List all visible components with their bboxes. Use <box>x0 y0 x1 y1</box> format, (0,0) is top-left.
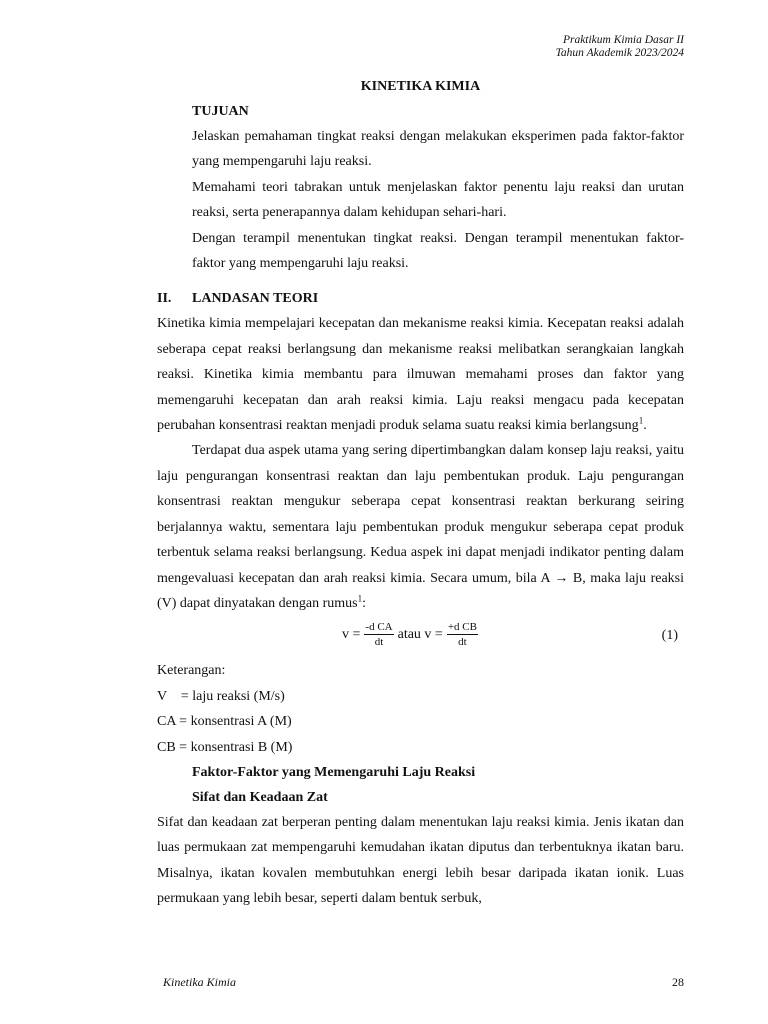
section-heading-landasan-teori <box>157 286 684 311</box>
landasan-paragraph-1 <box>157 311 684 438</box>
running-head <box>556 34 684 60</box>
tujuan-heading: TUJUAN <box>192 104 249 119</box>
rate-equation <box>157 618 684 654</box>
paragraph-end-punct: . <box>643 418 647 434</box>
equation-middle: atau v = <box>397 626 443 642</box>
keterangan-label: Keterangan: <box>157 663 226 679</box>
footnote-ref: 1 <box>638 415 644 426</box>
running-head-course: Praktikum Kimia Dasar II <box>562 34 684 46</box>
tujuan-item-2: Memahami teori tabrakan untuk menjelaskan faktor penentu laju reaksi dan urutan reaksi, serta penerapannya dalam kehidupan sehari-hari. <box>192 179 684 221</box>
definition-v: V = laju reaksi (M/s) <box>157 688 285 704</box>
equation-lhs: v = <box>342 626 361 642</box>
definition-cb: CB = konsentrasi B (M) <box>157 739 293 755</box>
tujuan-item-3: Dengan terampil menentukan tingkat reaksi. Dengan terampil menentukan faktor-faktor yang mempengaruhi laju reaksi. <box>192 230 684 272</box>
document-title: KINETIKA KIMIA <box>360 79 481 94</box>
sifat-paragraph: Sifat dan keadaan zat berperan penting dalam menentukan laju reaksi kimia. Jenis ikatan dan luas permukaan zat mempengaruhi kemudahan ikatan diputus dan terbentuknya ikatan baru. Misalnya, ikatan kovalen membutuhkan energi lebih besar daripada ikatan ionik. Luas permukaan yang lebih besar, seperti dalam bentuk serbuk, <box>157 814 684 907</box>
equation-number: (1) <box>661 628 678 644</box>
fraction-denominator: dt <box>374 636 384 649</box>
section-number: II. <box>157 291 172 307</box>
tujuan-item-1: Jelaskan pemahaman tingkat reaksi dengan melakukan eksperimen pada faktor-faktor yang mempengaruhi laju reaksi. <box>192 129 684 170</box>
body-text <box>157 75 684 912</box>
section-title: LANDASAN TEORI <box>192 291 319 307</box>
landasan-paragraph-2-text: Terdapat dua aspek utama yang sering dipertimbangkan dalam konsep laju reaksi, yaitu laju pengurangan konsentrasi reaktan dan laju pembentukan produk. Laju pengurangan konsentrasi reaktan mengukur seberapa cepat konsentrasi reaktan berkurang seiring berjalannya waktu, sementara laju pembentukan produk mengukur seberapa cepat produk terbentuk selama reaksi berlangsung. Kedua aspek ini dapat menjadi indikator penting dalam mengevaluasi kecepatan dan arah reaksi kimia. Secara umum, bila A → B, maka laju reaksi (V) dapat dinyatakan dengan rumus <box>157 443 684 611</box>
footnote-ref: 1 <box>357 593 363 604</box>
landasan-paragraph-1-text: Kinetika kimia mempelajari kecepatan dan mekanisme reaksi kimia. Kecepatan reaksi adalah seberapa cepat reaksi berlangsung dan mekanisme reaksi melibatkan serangkaian langkah reaksi. Kinetika kimia membantu para ilmuwan memahami proses dan faktor yang memengaruhi kecepatan dan arah reaksi kimia. Laju reaksi mengacu pada kecepatan perubahan konsentrasi reaktan menjadi produk selama suatu reaksi kimia berlangsung <box>157 316 684 434</box>
sifat-subheading: Sifat dan Keadaan Zat <box>192 789 328 805</box>
landasan-paragraph-2 <box>157 438 684 616</box>
running-head-year: Tahun Akademik 2023/2024 <box>555 47 684 59</box>
definition-ca: CA = konsentrasi A (M) <box>157 714 292 730</box>
fraction-product <box>447 620 478 649</box>
paragraph-end-punct: : <box>362 595 366 611</box>
page-number: 28 <box>672 975 684 989</box>
fraction-numerator: -d CA <box>365 621 393 634</box>
fraction-numerator: +d CB <box>447 621 477 634</box>
fraction-reactant <box>364 620 393 649</box>
fraction-denominator: dt <box>458 636 467 649</box>
footer-chapter-title: Kinetika Kimia <box>163 975 236 989</box>
faktor-heading: Faktor-Faktor yang Memengaruhi Laju Reaksi <box>192 764 476 780</box>
